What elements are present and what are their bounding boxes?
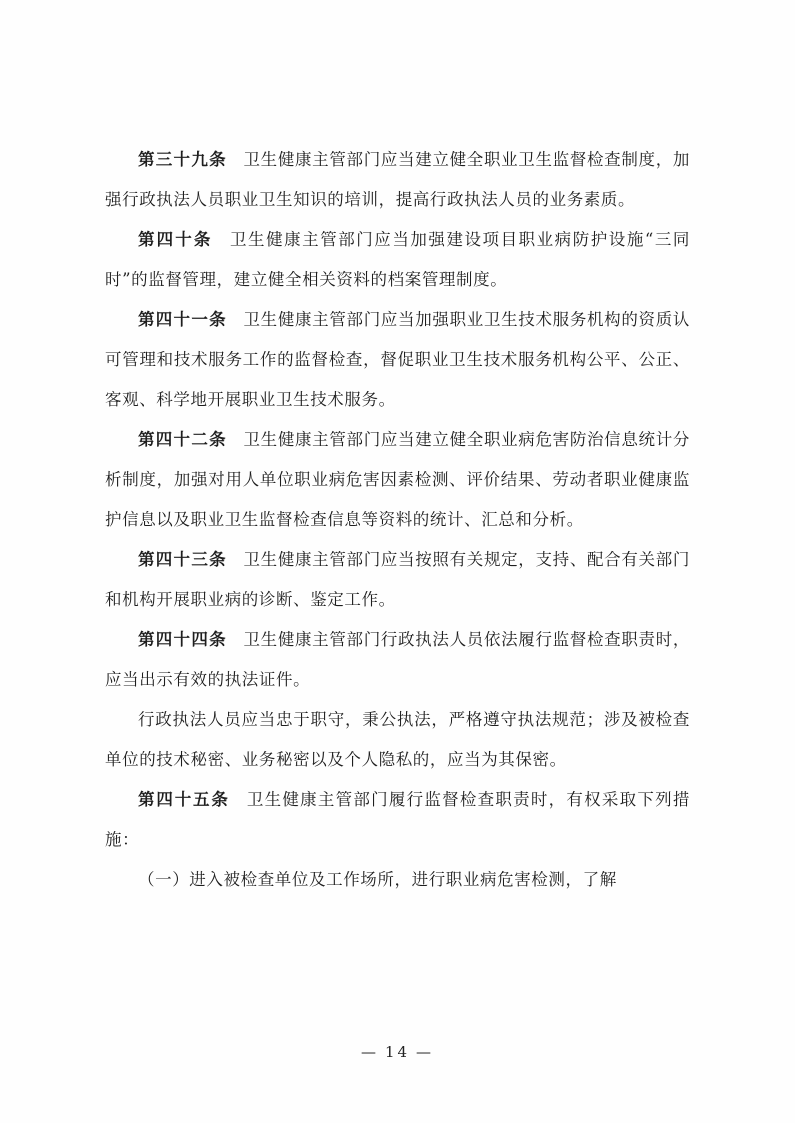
page-footer (0, 1043, 795, 1061)
paragraph (105, 780, 690, 860)
paragraph-text: 卫生健康主管部门履行监督检查职责时，有权采取下列措施： (105, 790, 690, 849)
paragraph-text: 卫生健康主管部门应当建立健全职业病危害防治信息统计分析制度，加强对用人单位职业病危害因素检测、评价结果、劳动者职业健康监护信息以及职业卫生监督检查信息等资料的统计、汇总和分析。 (105, 430, 690, 529)
article-number: 第四十一条 (138, 310, 227, 329)
paragraph (105, 420, 690, 540)
paragraph-text: 卫生健康主管部门应当加强职业卫生技术服务机构的资质认可管理和技术服务工作的监督检查，督促职业卫生技术服务机构公平、公正、客观、科学地开展职业卫生技术服务。 (105, 310, 690, 409)
paragraph (105, 300, 690, 420)
footer-dash-right: — (416, 1043, 435, 1061)
paragraph (105, 140, 690, 220)
paragraph-text: 卫生健康主管部门应当建立健全职业卫生监督检查制度，加强行政执法人员职业卫生知识的培训，提高行政执法人员的业务素质。 (105, 150, 690, 209)
document-body (105, 140, 690, 900)
article-number: 第四十二条 (138, 430, 227, 449)
paragraph (105, 540, 690, 620)
paragraph (105, 860, 690, 900)
paragraph (105, 620, 690, 700)
footer-dash-left: — (360, 1043, 379, 1061)
article-number: 第四十条 (138, 230, 213, 249)
article-number: 第四十五条 (138, 790, 230, 809)
paragraph-text: （一）进入被检查单位及工作场所，进行职业病危害检测，了解 (138, 870, 617, 889)
paragraph (105, 700, 690, 780)
paragraph-text: 卫生健康主管部门应当按照有关规定，支持、配合有关部门和机构开展职业病的诊断、鉴定工作。 (105, 550, 690, 609)
article-number: 第三十九条 (138, 150, 227, 169)
article-number: 第四十三条 (138, 550, 227, 569)
paragraph (105, 220, 690, 300)
article-number: 第四十四条 (138, 630, 227, 649)
paragraph-text: 卫生健康主管部门应当加强建设项目职业病防护设施“三同时”的监督管理，建立健全相关资料的档案管理制度。 (105, 230, 690, 289)
page-number: 14 (384, 1043, 411, 1061)
paragraph-text: 卫生健康主管部门行政执法人员依法履行监督检查职责时，应当出示有效的执法证件。 (105, 630, 690, 689)
paragraph-text: 行政执法人员应当忠于职守，秉公执法，严格遵守执法规范；涉及被检查单位的技术秘密、业务秘密以及个人隐私的，应当为其保密。 (105, 710, 690, 769)
